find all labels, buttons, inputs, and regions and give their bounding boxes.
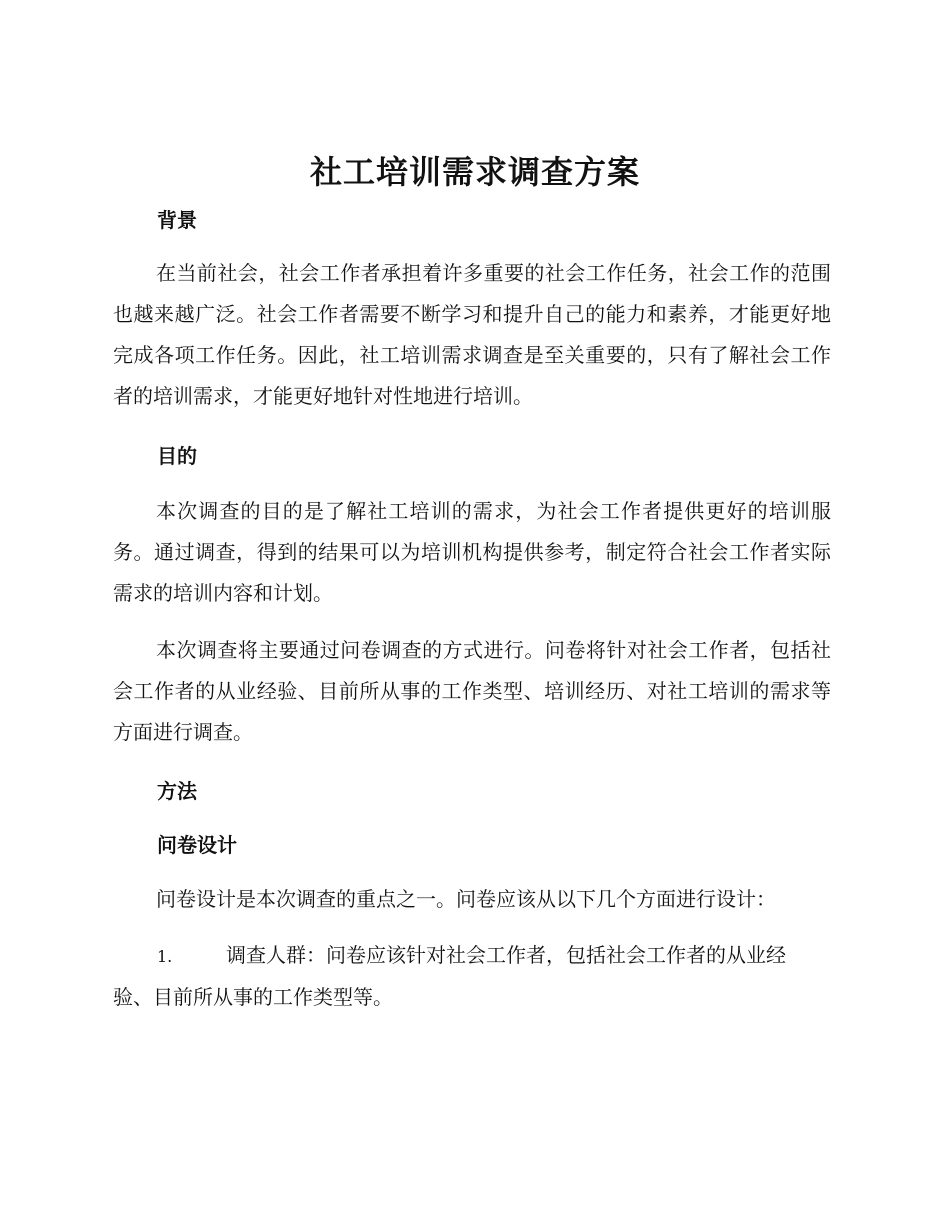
- list-item-number: 1.: [157, 947, 173, 966]
- purpose-paragraph-2: 本次调查将主要通过问卷调查的方式进行。问卷将针对社会工作者，包括社会工作者的从业经验、目前所从事的工作类型、培训经历、对社工培训的需求等方面进行调查。: [113, 638, 831, 744]
- document-title: 社工培训需求调查方案: [309, 153, 640, 191]
- purpose-paragraph-1: 本次调查的目的是了解社工培训的需求，为社会工作者提供更好的培训服务。通过调查，得到的结果可以为培训机构提供参考，制定符合社会工作者实际需求的培训内容和计划。: [113, 499, 831, 605]
- background-paragraph: 在当前社会，社会工作者承担着许多重要的社会工作任务，社会工作的范围也越来越广泛。社会工作者需要不断学习和提升自己的能力和素养，才能更好地完成各项工作任务。因此，社工培训需求调查是至关重要的，只有了解社会工作者的培训需求，才能更好地针对性地进行培训。: [113, 261, 831, 408]
- list-item-continuation: 验、目前所从事的工作类型等。: [113, 985, 393, 1009]
- section-heading-method: 方法: [157, 779, 197, 803]
- subsection-heading-questionnaire: 问卷设计: [157, 833, 237, 857]
- list-item-first-line: [113, 935, 833, 977]
- section-heading-purpose: 目的: [157, 444, 197, 468]
- list-item-text: 调查人群：问卷应该针对社会工作者，包括社会工作者的从业经: [226, 943, 786, 967]
- section-heading-background: 背景: [157, 208, 197, 232]
- list-item: [113, 935, 833, 1018]
- questionnaire-paragraph: 问卷设计是本次调查的重点之一。问卷应该从以下几个方面进行设计：: [156, 887, 776, 911]
